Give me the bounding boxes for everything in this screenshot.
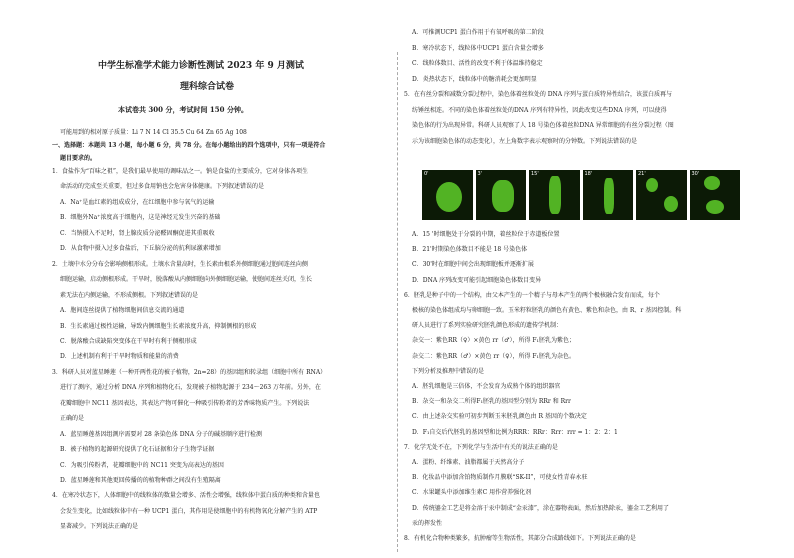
text-line: C．为吸引传粉者，花瓣细胞中的 NC11 突变为高表达的基因 <box>60 461 224 469</box>
text-line: 杂交二：紫色RR（♂）×黄色 rr（♀），所得 F₁胚乳为杂色。 <box>412 352 575 360</box>
text-line: 3．科研人员对蓝星睡莲（一种开两性花的被子植物，2n=28）的基因组和转录组（细胞中所有 RNA） <box>52 368 327 376</box>
text-line: 7．化学无处不在，下列化学与生活中有关的说法正确的是 <box>404 443 558 451</box>
text-line: D．DNA 序列改变可能引起细胞染色体数目变异 <box>412 276 542 284</box>
text-line: 命活动的完成至关重要，但过多食用钠也会危害身体健康。下列叙述错误的是 <box>60 183 265 191</box>
text-line: A．蛋粉、纤维素、油脂都属于天然高分子 <box>412 459 525 466</box>
time-label: 18' <box>584 171 593 177</box>
text-line: 8．有机化合物种类繁多，抗肿瘤等生物活性，其部分合成路线如下。下列说法正确的是 <box>404 535 636 542</box>
text-line: B．杂交一和杂交二所得F₁胚乳的基因型分别为 RRr 和 Rrr <box>412 398 571 406</box>
text-line: C．由上述杂交实验可初步判断玉米胚乳颜色由 R 基因的个数决定 <box>412 413 587 421</box>
text-line: D．从食物中摄入过多食盐后，下丘脑分泌的抗利尿激素增加 <box>60 245 221 253</box>
text-line: D．传统鎏金工艺是将金溶于汞中制成“金汞漆”，涂在器物表面，然后加热除汞，鎏金工艺利用了 <box>412 504 669 512</box>
text-line: 花瓣细胞中 NC11 基因表达，其表达产物可催化一种吸引传粉者的芳香味物质产生。下列说法 <box>60 399 310 407</box>
figure-panel <box>422 170 473 220</box>
text-line: 下列分析及推理中错误的是 <box>412 367 485 375</box>
time-label: 15' <box>531 171 539 177</box>
atomic-mass-line: 可能用到的相对原子质量：Li 7 N 14 Cl 35.5 Cu 64 Zn 65 Ag 108 <box>60 129 247 136</box>
text-line: A．Na⁺是血红素的组成成分，在红细胞中参与氧气的运输 <box>60 198 215 206</box>
text-line: C．线粒体数目、活性的改变不利于体温维持稳定 <box>412 60 543 67</box>
text-line: 5．在有丝分裂和减数分裂过程中，染色体着丝粒处的 DNA 序列与蛋白质特异性结合，该蛋白质再与 <box>404 91 673 98</box>
section-instruction-2: 题目要求的。 <box>60 155 97 162</box>
column-divider <box>397 52 398 552</box>
text-line: B．寒冷状态下，线粒体中UCP1 蛋白含量会增多 <box>412 44 544 52</box>
time-label: 21' <box>638 171 646 177</box>
text-line: C．水果罐头中添加维生素C 用作营养强化剂 <box>412 489 532 497</box>
time-label: 30' <box>691 171 700 177</box>
text-line: 素无法在内侧运输，不形成侧根。下列叙述错误的是 <box>60 291 199 299</box>
text-line: A．胞间连丝提供了植物细胞间信息交流的通道 <box>60 307 185 315</box>
text-line: B．化妆品中添加含铂物质制作月膜联“SK-II”，可使女性青春永驻 <box>412 474 588 482</box>
figure-panel <box>476 170 527 220</box>
figure-panel <box>690 170 741 220</box>
text-line: 研人员进行了系列实验研究胚乳颜色形成的遗传学机制： <box>412 322 563 330</box>
figure-panel <box>636 170 687 220</box>
text-line: B．生长素通过极性运输，导致内侧细胞生长素浓度升高，抑制侧根的形成 <box>60 322 257 330</box>
figure-panel <box>583 170 634 220</box>
text-line: 6．胚乳是种子中的一个结构，由父本产生的一个精子与母本产生的两个极核融合发育而成，每个 <box>404 291 660 299</box>
time-label: 3' <box>477 171 483 177</box>
exam-title: 中学生标准学术能力诊断性测试 2023 年 9 月测试 <box>98 61 304 71</box>
text-line: A．15 '时细胞处于分裂的中期，着丝粒位于赤道板位置 <box>412 231 560 238</box>
text-line: A．可推测UCP1 蛋白作用于有氧呼吸的第二阶段 <box>412 29 544 36</box>
text-line: 显著减少。下列说法正确的是 <box>60 523 139 531</box>
text-line: 2．土壤中水分分布会影响侧根形成。土壤水含量高时，生长素由根系外侧细胞通过胞间连丝向侧 <box>52 260 308 268</box>
text-line: D．炎热状态下，线粒体中的糖消耗会更加明显 <box>412 75 537 83</box>
text-line: C．当钠摄入不足时，肾上腺皮质分泌醛固酮促进其重吸收 <box>60 229 215 237</box>
text-line: 染色体的行为出现异常。科研人员观察了人 18 号染色体着丝粒DNA 异常细胞的有丝分裂过程（图 <box>412 122 674 129</box>
time-label: 0' <box>424 171 429 177</box>
text-line: 4．在寒冷状态下，人体细胞中的线粒体的数量会增多、活性会增强，线粒体中蛋白质的种类和含量也 <box>52 492 320 500</box>
text-line: 正确的是 <box>60 415 85 423</box>
text-line: 杂交一：紫色RR（♀）×黄色 rr（♂），所得 F₁胚乳为紫色； <box>412 337 575 345</box>
text-line: A．蓝星睡莲基因组测序需要对 28 条染色体 DNA 分子的碱基顺序进行检测 <box>60 430 262 438</box>
text-line: B．21'时期染色体数目不能是 18 号染色体 <box>412 246 528 254</box>
text-line: 细胞运输，启动侧根形成。干旱时，脱落酸从内侧细胞向外侧细胞运输，使胞间连丝关闭，生长 <box>60 276 313 284</box>
text-line: C．30'时在细胞中间会出现细胞板并逐渐扩展 <box>412 261 534 269</box>
text-line: D．上述机制有利于干旱时物质和能量的消费 <box>60 353 179 361</box>
section-instruction-1: 一、选择题：本题共 13 小题，每小题 6 分，共 78 分。在每小题给出的四个选项中，只有一项是符合 <box>52 142 326 149</box>
text-line: D．F₁自交后代胚乳的基因型和比例为RRR：RRr：Rrr：rrr = 1：2：2：1 <box>412 428 618 436</box>
text-line: 纺锤丝相连。不同的染色体着丝粒处的DNA 序列有特异性，因此改变这些DNA 序列，可以使得 <box>412 106 667 114</box>
text-line: A．胚乳细胞是三倍体，不会发育为成熟个体的组织器官 <box>412 383 561 390</box>
text-line: 汞的挥发性 <box>412 519 443 527</box>
text-line: D．蓝星睡莲和其他更回传播的的植物种群之间没有生殖隔离 <box>60 477 221 484</box>
mitosis-figure <box>422 170 740 220</box>
exam-subtitle: 理科综合试卷 <box>180 82 235 92</box>
text-line: 进行了测序，通过分析 DNA 序列和植物化石，发现被子植物起源于 234～263 万年前。另外，在 <box>60 384 321 392</box>
text-line: B．细胞外Na⁺浓度高于细胞内，这是神经元发生兴奋的基础 <box>60 214 221 222</box>
text-line: B．被子植物的起源研究提供了化石证据和分子生物学证据 <box>60 446 215 454</box>
text-line: 会发生变化，比如线粒体中有一种 UCP1 蛋白，其作用是使细胞中的有机物氧化分解产生的 ATP <box>60 507 318 515</box>
exam-info: 本试卷共 300 分，考试时间 150 分钟。 <box>118 105 248 114</box>
text-line: 极核的染色体组成均与卵细胞一致。玉米籽粒胚乳的颜色有黄色、紫色和杂色，由 R、r 基因控制。科 <box>412 307 682 314</box>
figure-panel <box>529 170 580 220</box>
text-line: 1．食盐作为“百味之祖”，是我们最早使用的调味品之一。钠是食盐的主要成分，它对身体各项生 <box>52 168 308 175</box>
text-line: 示为该细胞染色体的动态变化），左上角数字表示观察时的分钟数。下列说法错误的是 <box>412 137 638 145</box>
text-line: C．脱落酸合成缺陷突变体在干旱时有利于侧根形成 <box>60 337 197 345</box>
